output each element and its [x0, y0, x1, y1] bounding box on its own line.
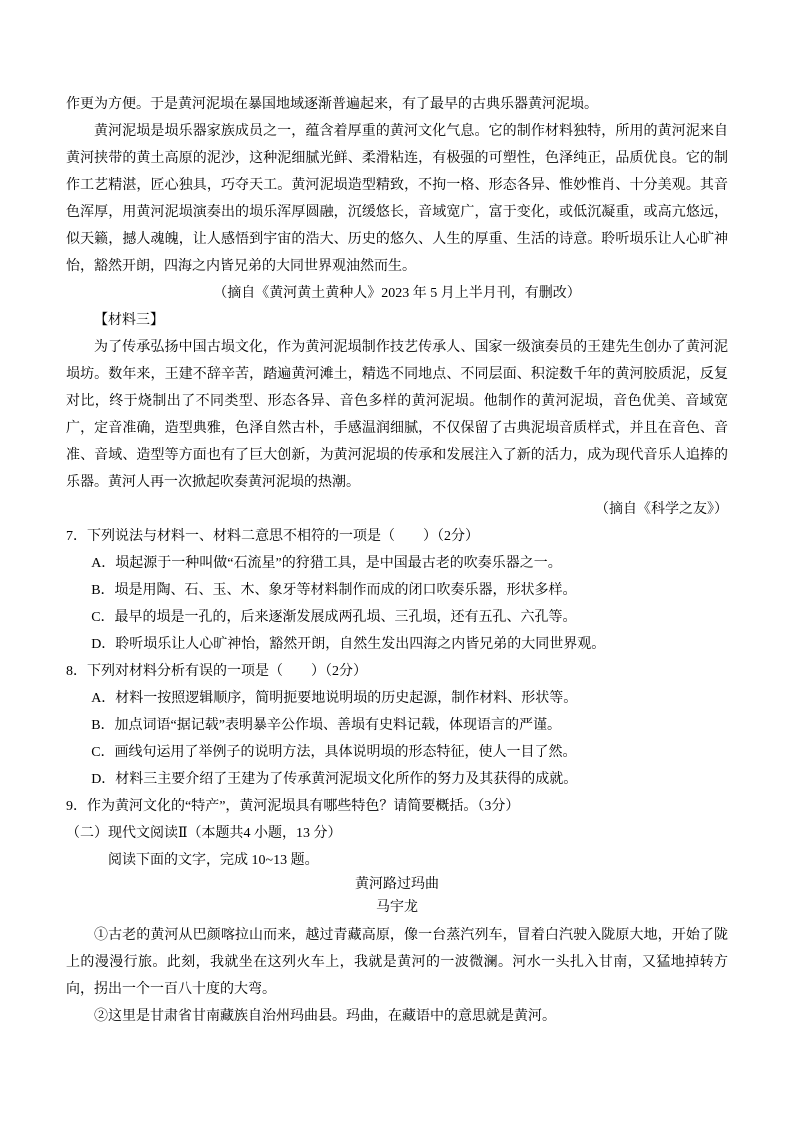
- material3-citation: （摘自《科学之友》）: [595, 502, 728, 517]
- document-content: [66, 91, 728, 1030]
- essay-paragraph-1: ①古老的黄河从巴颜喀拉山而来，越过青藏高原，像一台蒸汽列车，冒着白汽驶入陇原大地，开始了陇上的漫漫行旅。此刻，我就坐在这列火车上，我就是黄河的一波微澜。河水一头扎入甘南，又猛地掉转方向，拐出一个一百八十度的大弯。: [66, 928, 728, 997]
- material3-heading: 【材料三】: [94, 313, 164, 328]
- question-7-option-d: D．聆听埙乐让人心旷神怡，豁然开朗，自然生发出四海之内皆兄弟的大同世界观。: [91, 637, 606, 652]
- question-8-option-d: D．材料三主要介绍了王建为了传承黄河泥埙文化所作的努力及其获得的成就。: [91, 772, 578, 787]
- section-two-instruction: 阅读下面的文字，完成 10~13 题。: [108, 853, 319, 868]
- material3-paragraph: 为了传承弘扬中国古埙文化，作为黄河泥埙制作技艺传承人、国家一级演奏员的王建先生创办了黄河泥埙坊。数年来，王建不辞辛苦，踏遍黄河滩土，精选不同地点、不同层面、积淀数千年的黄河胶质泥，反复对比，终于烧制出了不同类型、形态各异、音色多样的黄河泥埙。他制作的黄河泥埙，音色优美、音域宽广，定音准确，造型典雅，色泽自然古朴，手感温润细腻，不仅保留了古典泥埙音质样式，并且在音色、音准、音域、造型等方面也有了巨大创新，为黄河泥埙的传承和发展注入了新的活力，成为现代音乐人追捧的乐器。黄河人再一次掀起吹奏黄河泥埙的热潮。: [66, 340, 728, 490]
- question-7-option-b: B．埙是用陶、石、玉、木、象牙等材料制作而成的闭口吹奏乐器，形状多样。: [91, 583, 577, 598]
- material2-citation: （摘自《黄河黄土黄种人》2023 年 5 月上半月刊，有删改）: [213, 286, 581, 301]
- material2-main-paragraph: 黄河泥埙是埙乐器家族成员之一，蕴含着厚重的黄河文化气息。它的制作材料独特，所用的黄河泥来自黄河挟带的黄土高原的泥沙，这种泥细腻光鲜、柔滑粘连，有极强的可塑性，色泽纯正，品质优良。它的制作工艺精湛，匠心独具，巧夺天工。黄河泥埙造型精致，不拘一格、形态各异、惟妙惟肖、十分美观。其音色浑厚，用黄河泥埙演奏出的埙乐浑厚圆融，沉缓悠长，音域宽广，富于变化，或低沉凝重，或高亢悠远，似天籁，撼人魂魄，让人感悟到宇宙的浩大、历史的悠久、人生的厚重、生活的诗意。聆听埙乐让人心旷神怡，豁然开朗，四海之内皆兄弟的大同世界观油然而生。: [66, 124, 728, 274]
- essay-paragraph-2: ②这里是甘肃省甘南藏族自治州玛曲县。玛曲，在藏语中的意思就是黄河。: [94, 1009, 556, 1024]
- question-7-stem: 7．下列说法与材料一、材料二意思不相符的一项是（ ）（2分）: [66, 529, 479, 544]
- essay-author: 马宇龙: [376, 900, 418, 915]
- question-7-option-a: A．埙起源于一种叫做“石流星”的狩猎工具，是中国最古老的吹奏乐器之一。: [91, 556, 562, 571]
- question-8-option-a: A．材料一按照逻辑顺序，简明扼要地说明埙的历史起源，制作材料、形状等。: [91, 691, 578, 706]
- section-two-heading: （二）现代文阅读Ⅱ（本题共4 小题，13 分）: [66, 826, 342, 841]
- question-7-option-c: C．最早的埙是一孔的，后来逐渐发展成两孔埙、三孔埙，还有五孔、六孔等。: [91, 610, 577, 625]
- question-8-option-b: B．加点词语“据记载”表明暴辛公作埙、善埙有史料记载，体现语言的严谨。: [91, 718, 561, 733]
- essay-title: 黄河路过玛曲: [355, 877, 439, 892]
- material2-continuation-paragraph: 作更为方便。于是黄河泥埙在暴国地域逐渐普遍起来，有了最早的古典乐器黄河泥埙。: [66, 97, 598, 112]
- question-9-stem: 9．作为黄河文化的“特产”，黄河泥埙具有哪些特色？请简要概括。（3分）: [66, 799, 520, 814]
- question-8-stem: 8．下列对材料分析有误的一项是（ ）（2分）: [66, 664, 367, 679]
- question-8-option-c: C．画线句运用了举例子的说明方法，具体说明埙的形态特征，使人一目了然。: [91, 745, 577, 760]
